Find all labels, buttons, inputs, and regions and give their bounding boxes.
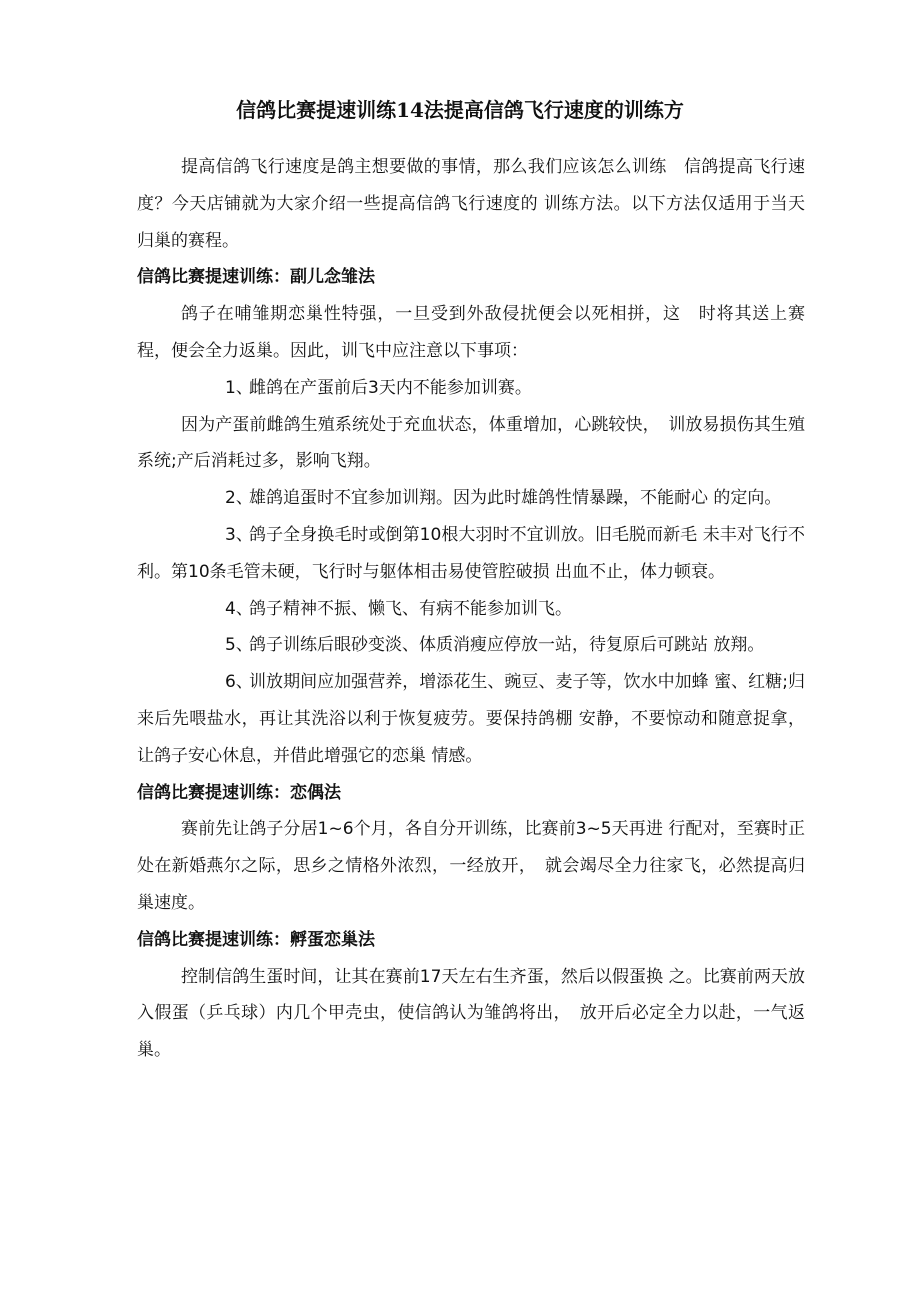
- section-heading-3: 信鸽比赛提速训练：孵蛋恋巢法: [137, 929, 375, 950]
- list-item-1-note: 因为产蛋前雌鸽生殖系统处于充血状态，体重增加，心跳较快， 训放易损伤其生殖系统;产后消耗过多，影响飞翔。: [137, 414, 805, 472]
- list-item-5: [137, 627, 805, 664]
- document-body: [137, 149, 805, 1069]
- list-item-number: 1、: [225, 377, 253, 398]
- list-item-text: 鸽子精神不振、懒飞、有病不能参加训飞。: [249, 598, 572, 619]
- list-item-text: 训放期间应加强营养，增添花生、豌豆、麦子等，饮水中加蜂 蜜、红糖;归来后先喂盐水，再让其洗浴以利于恢复疲劳。要保持鸽棚 安静，不要惊动和随意捉拿，让鸽子安心休息，并借此增强它的恋巢 情感。: [137, 672, 805, 766]
- list-item-2: [137, 480, 805, 517]
- list-item-number: 4、: [225, 598, 253, 619]
- section-1-body: 鸽子在哺雏期恋巢性特强，一旦受到外敌侵扰便会以死相拼，这 时将其送上赛程，便会全力返巢。因此，训飞中应注意以下事项：: [137, 304, 805, 361]
- list-item-text: 鸽子全身换毛时或倒第10根大羽时不宜训放。旧毛脱而新毛 未丰对飞行不利。第10条毛管未硬，飞行时与躯体相击易使管腔破损 出血不止，体力顿衰。: [137, 524, 805, 582]
- list-item-number: 6、: [225, 672, 253, 693]
- list-item-text: 鸽子训练后眼砂变淡、体质消瘦应停放一站，待复原后可跳站 放翔。: [249, 635, 765, 656]
- section-2-body: 赛前先让鸽子分居1~6个月，各自分开训练，比赛前3~5天再进 行配对，至赛时正处在新婚燕尔之际，思乡之情格外浓烈，一经放开， 就会竭尽全力往家飞，必然提高归巢速度。: [137, 819, 805, 913]
- document-title: 信鸽比赛提速训练14法提高信鸽飞行速度的训练方: [236, 98, 684, 122]
- list-item-6: [137, 664, 805, 774]
- list-item-number: 3、: [225, 524, 253, 545]
- list-item-text: 雄鸽追蛋时不宜参加训翔。因为此时雄鸽性情暴躁，不能耐心 的定向。: [249, 488, 782, 509]
- section-3-body: 控制信鸽生蛋时间，让其在赛前17天左右生齐蛋，然后以假蛋换 之。比赛前两天放入假蛋（乒乓球）内几个甲壳虫，使信鸽认为雏鸽将出， 放开后必定全力以赴，一气返巢。: [137, 966, 805, 1061]
- list-item-number: 2、: [225, 488, 253, 509]
- list-item-4: [137, 591, 805, 628]
- list-item-text: 雌鸽在产蛋前后3天内不能参加训赛。: [249, 377, 532, 398]
- intro-paragraph: 提高信鸽飞行速度是鸽主想要做的事情，那么我们应该怎么训练 信鸽提高飞行速度？今天店铺就为大家介绍一些提高信鸽飞行速度的 训练方法。以下方法仅适用于当天归巢的赛程。: [137, 157, 805, 251]
- section-heading-1: 信鸽比赛提速训练：副儿念雏法: [137, 267, 375, 288]
- list-item-3: [137, 517, 805, 591]
- list-item-number: 5、: [225, 635, 253, 656]
- list-item-1: [137, 370, 805, 407]
- section-heading-2: 信鸽比赛提速训练：恋偶法: [137, 782, 341, 803]
